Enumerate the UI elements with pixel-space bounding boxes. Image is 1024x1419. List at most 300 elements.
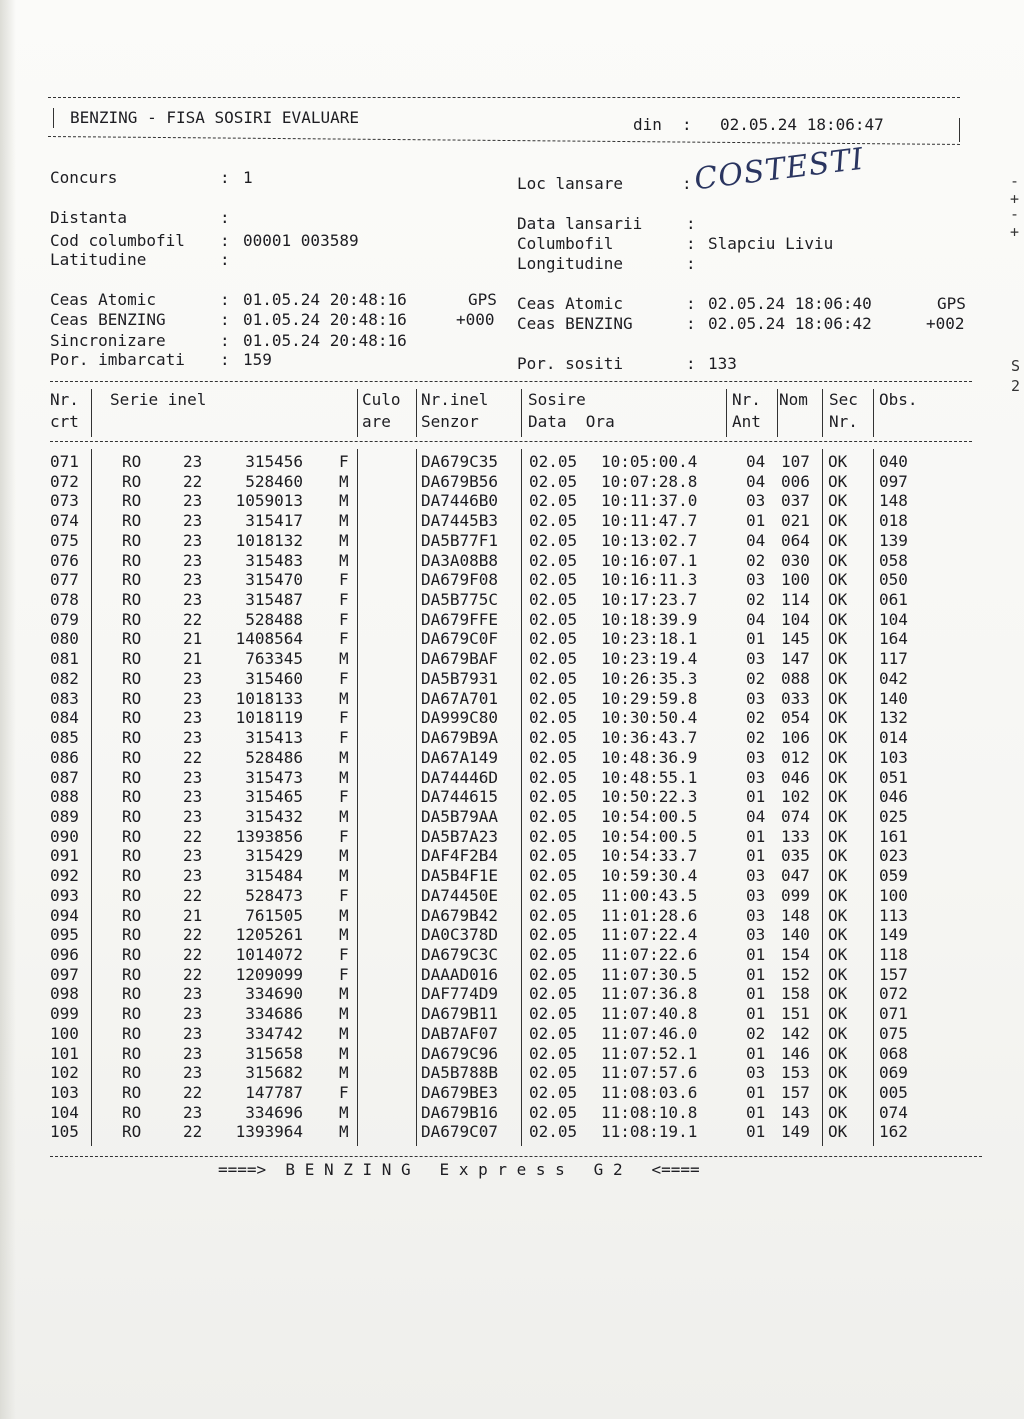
ring-country: RO (122, 846, 142, 866)
ring-country: RO (122, 629, 142, 649)
arrival-time: 11:07:22.4 (601, 925, 698, 945)
nr-ant: 01 (746, 629, 766, 649)
nr-ant: 01 (746, 984, 766, 1004)
ring-country: RO (122, 668, 142, 688)
table-row (0, 570, 1024, 590)
table-row (0, 984, 1024, 1004)
ring-year: 23 (183, 1063, 203, 1083)
nom: 035 (781, 846, 810, 866)
sex: F (339, 728, 349, 748)
sensor-ring: DA744615 (421, 787, 499, 807)
info-value: Slapciu Liviu (708, 234, 834, 253)
ring-year: 23 (183, 1023, 203, 1043)
row-number: 088 (50, 787, 79, 807)
row-number: 077 (50, 570, 79, 590)
nr-ant: 03 (746, 767, 766, 787)
field-colon: : (686, 254, 696, 273)
row-number: 100 (50, 1023, 79, 1043)
sec-nr: OK (828, 609, 848, 629)
report-title: BENZING - FISA SOSIRI EVALUARE (70, 108, 359, 127)
info-label: Cod columbofil (50, 231, 185, 250)
ring-year: 23 (183, 1102, 203, 1122)
arrival-time: 11:07:40.8 (601, 1004, 698, 1024)
ring-country: RO (122, 1083, 142, 1103)
row-number: 074 (50, 511, 79, 531)
row-number: 081 (50, 649, 79, 669)
nom: 114 (781, 590, 810, 610)
arrival-date: 02.05 (529, 1083, 578, 1103)
table-row (0, 1103, 1024, 1123)
table-column-divider (357, 389, 358, 437)
obs: 071 (879, 1004, 908, 1024)
ring-year: 21 (183, 629, 203, 649)
ring-country: RO (122, 964, 142, 984)
sec-nr: OK (828, 550, 848, 570)
field-colon: : (686, 354, 696, 373)
ring-year: 23 (183, 590, 203, 610)
ring-year: 22 (183, 945, 203, 964)
ring-year: 21 (183, 905, 203, 925)
sensor-ring: DA67A149 (421, 747, 499, 767)
row-number: 103 (50, 1083, 79, 1103)
header-right-bar (959, 118, 960, 142)
obs: 005 (879, 1083, 908, 1103)
ring-country: RO (122, 984, 142, 1004)
edge-mark: S (1011, 357, 1021, 375)
sex: M (339, 925, 349, 945)
row-number: 101 (50, 1043, 79, 1063)
sex: F (339, 708, 349, 728)
sensor-ring: DA679C96 (421, 1043, 499, 1063)
sex: F (339, 885, 349, 905)
ring-country: RO (122, 491, 142, 511)
table-row (0, 452, 1024, 472)
nr-ant: 01 (746, 964, 766, 984)
nr-ant: 03 (746, 1063, 766, 1083)
ring-year: 23 (183, 491, 203, 511)
row-number: 089 (50, 806, 79, 826)
arrival-date: 02.05 (529, 491, 578, 511)
sex: F (339, 590, 349, 610)
column-header-nr-line2: crt (50, 412, 79, 431)
ring-number: 1393964 (235, 1122, 303, 1142)
nr-ant: 02 (746, 728, 766, 748)
clock-suffix: +002 (926, 314, 965, 333)
sex: M (339, 530, 349, 550)
sec-nr: OK (828, 806, 848, 826)
ring-year: 23 (183, 1043, 203, 1063)
clock-value: 02.05.24 18:06:42 (708, 314, 872, 333)
arrival-date: 02.05 (529, 649, 578, 669)
table-row (0, 1063, 1024, 1083)
obs: 118 (879, 945, 908, 964)
row-number: 093 (50, 885, 79, 905)
sec-nr: OK (828, 787, 848, 807)
clock-suffix: GPS (937, 294, 966, 313)
column-header-serie: Serie inel (110, 390, 207, 409)
arrival-time: 10:54:33.7 (601, 846, 698, 866)
ring-year: 23 (183, 530, 203, 550)
ring-country: RO (122, 1063, 142, 1083)
arrival-time: 11:01:28.6 (601, 905, 698, 925)
info-label: Longitudine (517, 254, 623, 273)
ring-country: RO (122, 688, 142, 708)
obs: 074 (879, 1102, 908, 1122)
obs: 069 (879, 1063, 908, 1083)
nom: 054 (781, 708, 810, 728)
sec-nr: OK (828, 1004, 848, 1024)
nr-ant: 04 (746, 471, 766, 491)
field-colon: : (686, 294, 696, 313)
sec-nr: OK (828, 1122, 848, 1142)
column-header-nr: Nr. (50, 390, 79, 409)
clock-label: Ceas BENZING (517, 314, 633, 333)
sensor-ring: DA5B788B (421, 1063, 499, 1083)
sex: M (339, 688, 349, 708)
row-number: 102 (50, 1063, 79, 1083)
sex: F (339, 787, 349, 807)
column-header-culoare: Culo (362, 390, 401, 409)
ring-number: 1018133 (235, 688, 303, 708)
row-number: 090 (50, 826, 79, 846)
sec-nr: OK (828, 491, 848, 511)
ring-year: 23 (183, 728, 203, 748)
obs: 014 (879, 728, 908, 748)
sex: M (339, 1043, 349, 1063)
table-column-divider (91, 389, 92, 437)
ring-year: 22 (183, 609, 203, 629)
obs: 148 (879, 491, 908, 511)
obs: 058 (879, 550, 908, 570)
obs: 059 (879, 866, 908, 886)
ring-country: RO (122, 885, 142, 905)
ring-year: 23 (183, 511, 203, 531)
table-row (0, 669, 1024, 689)
nr-ant: 01 (746, 846, 766, 866)
nom: 012 (781, 747, 810, 767)
nr-ant: 04 (746, 609, 766, 629)
arrival-date: 02.05 (529, 590, 578, 610)
table-row (0, 629, 1024, 649)
nr-ant: 03 (746, 885, 766, 905)
sensor-ring: DA5B4F1E (421, 866, 499, 886)
ring-country: RO (122, 747, 142, 767)
arrival-date: 02.05 (529, 806, 578, 826)
obs: 072 (879, 984, 908, 1004)
ring-year: 23 (183, 767, 203, 787)
table-row (0, 511, 1024, 531)
table-row (0, 472, 1024, 492)
arrival-date: 02.05 (529, 609, 578, 629)
nom: 142 (781, 1023, 810, 1043)
ring-year: 22 (183, 885, 203, 905)
ring-year: 22 (183, 1122, 203, 1142)
row-number: 076 (50, 550, 79, 570)
sec-nr: OK (828, 826, 848, 846)
table-row (0, 945, 1024, 965)
nom: 145 (781, 629, 810, 649)
ring-country: RO (122, 787, 142, 807)
sex: M (339, 1063, 349, 1083)
arrival-time: 10:36:43.7 (601, 728, 698, 748)
edge-mark: 2 (1011, 377, 1021, 395)
sec-nr: OK (828, 668, 848, 688)
nom: 154 (781, 945, 810, 964)
nom: 088 (781, 668, 810, 688)
ring-country: RO (122, 1122, 142, 1142)
obs: 050 (879, 570, 908, 590)
arrival-time: 10:13:02.7 (601, 530, 698, 550)
sec-nr: OK (828, 511, 848, 531)
clock-label: Ceas Atomic (50, 290, 156, 309)
obs: 100 (879, 885, 908, 905)
table-row (0, 610, 1024, 630)
obs: 018 (879, 511, 908, 531)
arrival-date: 02.05 (529, 1043, 578, 1063)
ring-number: 763345 (245, 649, 303, 669)
field-colon: : (220, 208, 230, 227)
nom: 064 (781, 530, 810, 550)
info-value: 00001 003589 (243, 231, 359, 250)
arrival-time: 11:08:19.1 (601, 1122, 698, 1142)
sec-nr: OK (828, 1023, 848, 1043)
sensor-ring: DA679B9A (421, 728, 499, 748)
arrival-time: 10:17:23.7 (601, 590, 698, 610)
obs: 025 (879, 806, 908, 826)
obs: 164 (879, 629, 908, 649)
ring-number: 334696 (245, 1102, 303, 1122)
ring-country: RO (122, 1043, 142, 1063)
sensor-ring: DA679F08 (421, 570, 499, 590)
sex: M (339, 1004, 349, 1024)
arrival-date: 02.05 (529, 452, 578, 471)
column-header-ant-line2: Ant (732, 412, 761, 431)
ring-year: 21 (183, 649, 203, 669)
sensor-ring: DA0C378D (421, 925, 499, 945)
ring-number: 315470 (245, 570, 303, 590)
obs: 040 (879, 452, 908, 471)
arrival-time: 10:54:00.5 (601, 826, 698, 846)
nr-ant: 04 (746, 452, 766, 471)
nr-ant: 03 (746, 570, 766, 590)
sec-nr: OK (828, 1102, 848, 1122)
nr-ant: 02 (746, 550, 766, 570)
table-row (0, 886, 1024, 906)
info-label: Latitudine (50, 250, 147, 269)
sex: M (339, 905, 349, 925)
arrival-date: 02.05 (529, 708, 578, 728)
nr-ant: 02 (746, 590, 766, 610)
arrival-time: 11:07:46.0 (601, 1023, 698, 1043)
arrival-time: 10:11:47.7 (601, 511, 698, 531)
ring-year: 23 (183, 866, 203, 886)
table-row (0, 649, 1024, 669)
ring-country: RO (122, 826, 142, 846)
sensor-ring: DA679B42 (421, 905, 499, 925)
arrival-time: 10:23:18.1 (601, 629, 698, 649)
nr-ant: 04 (746, 530, 766, 550)
table-column-divider (416, 389, 417, 437)
nom: 106 (781, 728, 810, 748)
ring-country: RO (122, 550, 142, 570)
arrival-time: 11:07:52.1 (601, 1043, 698, 1063)
arrival-time: 11:00:43.5 (601, 885, 698, 905)
field-colon: : (686, 214, 696, 233)
obs: 061 (879, 590, 908, 610)
arrival-date: 02.05 (529, 530, 578, 550)
ring-country: RO (122, 452, 142, 471)
ring-country: RO (122, 767, 142, 787)
table-row (0, 590, 1024, 610)
nom: 107 (781, 452, 810, 471)
table-row (0, 1024, 1024, 1044)
ring-year: 22 (183, 747, 203, 767)
nom: 151 (781, 1004, 810, 1024)
arrival-date: 02.05 (529, 826, 578, 846)
ring-country: RO (122, 708, 142, 728)
sec-nr: OK (828, 728, 848, 748)
table-column-divider (873, 389, 874, 437)
sex: F (339, 629, 349, 649)
row-number: 082 (50, 668, 79, 688)
ring-country: RO (122, 511, 142, 531)
arrival-time: 11:07:36.8 (601, 984, 698, 1004)
arrival-date: 02.05 (529, 984, 578, 1004)
sex: M (339, 866, 349, 886)
arrival-date: 02.05 (529, 945, 578, 964)
nom: 158 (781, 984, 810, 1004)
obs: 023 (879, 846, 908, 866)
ring-number: 315413 (245, 728, 303, 748)
sex: M (339, 550, 349, 570)
table-row (0, 768, 1024, 788)
ring-number: 315658 (245, 1043, 303, 1063)
ring-country: RO (122, 728, 142, 748)
field-colon: : (686, 234, 696, 253)
sec-nr: OK (828, 984, 848, 1004)
row-number: 083 (50, 688, 79, 708)
sec-nr: OK (828, 649, 848, 669)
sensor-ring: DA67A701 (421, 688, 499, 708)
ring-number: 315429 (245, 846, 303, 866)
table-rule (50, 441, 972, 442)
nr-ant: 01 (746, 1083, 766, 1103)
column-header-sosire-line2: Data Ora (528, 412, 615, 431)
clock-label: Por. sositi (517, 354, 623, 373)
table-row (0, 965, 1024, 985)
report-date-colon: : (682, 115, 692, 134)
column-header-sec: Sec (829, 390, 858, 409)
nr-ant: 01 (746, 1102, 766, 1122)
ring-number: 528460 (245, 471, 303, 491)
ring-year: 23 (183, 708, 203, 728)
nr-ant: 03 (746, 649, 766, 669)
obs: 140 (879, 688, 908, 708)
sensor-ring: DA3A08B8 (421, 550, 499, 570)
sex: M (339, 806, 349, 826)
sec-nr: OK (828, 1043, 848, 1063)
sec-nr: OK (828, 570, 848, 590)
sensor-ring: DA5B77F1 (421, 530, 499, 550)
ring-number: 315473 (245, 767, 303, 787)
clock-value: 01.05.24 20:48:16 (243, 310, 407, 329)
row-number: 078 (50, 590, 79, 610)
nom: 133 (781, 826, 810, 846)
row-number: 105 (50, 1122, 79, 1142)
ring-number: 1408564 (235, 629, 303, 649)
table-row (0, 906, 1024, 926)
table-row (0, 1083, 1024, 1103)
sec-nr: OK (828, 846, 848, 866)
clock-suffix: GPS (468, 290, 497, 309)
arrival-date: 02.05 (529, 925, 578, 945)
row-number: 094 (50, 905, 79, 925)
ring-number: 1018119 (235, 708, 303, 728)
nom: 102 (781, 787, 810, 807)
row-number: 091 (50, 846, 79, 866)
row-number: 086 (50, 747, 79, 767)
nom: 006 (781, 471, 810, 491)
arrival-time: 11:07:57.6 (601, 1063, 698, 1083)
sex: M (339, 767, 349, 787)
obs: 068 (879, 1043, 908, 1063)
arrival-date: 02.05 (529, 1122, 578, 1142)
arrival-time: 10:07:28.8 (601, 471, 698, 491)
nom: 021 (781, 511, 810, 531)
nr-ant: 02 (746, 668, 766, 688)
sec-nr: OK (828, 925, 848, 945)
arrival-date: 02.05 (529, 1102, 578, 1122)
ring-country: RO (122, 590, 142, 610)
nr-ant: 03 (746, 688, 766, 708)
arrival-time: 10:05:00.4 (601, 452, 698, 471)
obs: 157 (879, 964, 908, 984)
ring-country: RO (122, 570, 142, 590)
info-label: Loc lansare (517, 174, 623, 193)
ring-number: 315417 (245, 511, 303, 531)
ring-number: 1205261 (235, 925, 303, 945)
column-header-culoare-line2: are (362, 412, 391, 431)
table-rule (50, 381, 972, 382)
ring-year: 23 (183, 570, 203, 590)
table-row (0, 866, 1024, 886)
column-header-obs: Obs. (879, 390, 918, 409)
clock-label: Por. imbarcati (50, 350, 185, 369)
ring-number: 315456 (245, 452, 303, 471)
table-row (0, 689, 1024, 709)
obs: 149 (879, 925, 908, 945)
nr-ant: 04 (746, 806, 766, 826)
table-column-divider (777, 389, 778, 437)
nom: 153 (781, 1063, 810, 1083)
footer-banner: ====> B E N Z I N G E x p r e s s G 2 <==== (218, 1160, 700, 1179)
nr-ant: 02 (746, 708, 766, 728)
clock-label: Ceas Atomic (517, 294, 623, 313)
sensor-ring: DA5B775C (421, 590, 499, 610)
table-row (0, 1044, 1024, 1064)
nr-ant: 01 (746, 1122, 766, 1142)
nom: 033 (781, 688, 810, 708)
row-number: 073 (50, 491, 79, 511)
ring-year: 22 (183, 471, 203, 491)
table-row (0, 807, 1024, 827)
arrival-date: 02.05 (529, 668, 578, 688)
sensor-ring: DAB7AF07 (421, 1023, 499, 1043)
ring-country: RO (122, 925, 142, 945)
table-row (0, 708, 1024, 728)
arrival-time: 10:16:11.3 (601, 570, 698, 590)
arrival-time: 10:30:50.4 (601, 708, 698, 728)
